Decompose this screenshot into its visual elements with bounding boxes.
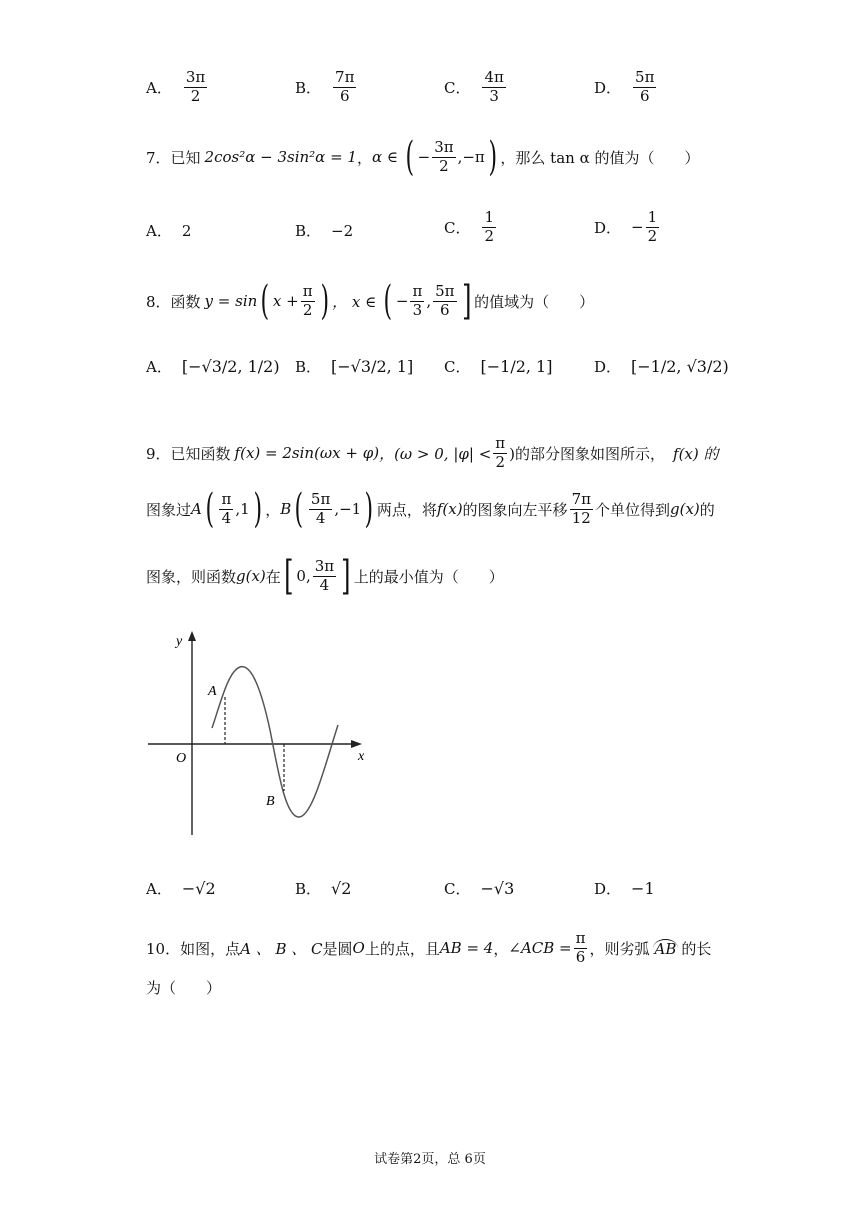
question-10-line-1 (146, 925, 711, 971)
option-label: A． (146, 358, 172, 376)
q9-text: 的 (699, 500, 715, 519)
point-a-name: A (191, 500, 202, 518)
x-axis-label: x (358, 749, 365, 764)
frac-num: π (495, 433, 506, 452)
frac-num: 3π (434, 137, 454, 156)
q8-suffix: 的值域为（ ） (474, 292, 595, 311)
y-axis-arrow (188, 631, 196, 641)
frac-den: 6 (339, 86, 350, 105)
q10-text: 10．如图，点 (146, 939, 241, 958)
q9-option-d (594, 878, 655, 899)
q9-func: f(x) = 2sin(ωx + φ) (234, 444, 380, 462)
y-axis-label: y (176, 634, 183, 649)
interval-start: 0, (296, 567, 311, 585)
frac-den: 2 (495, 452, 505, 471)
circle-name: O (352, 939, 365, 957)
option-value: −√2 (181, 879, 216, 898)
q8-func: y = sin (204, 292, 258, 310)
q9-gx: g(x) (236, 567, 266, 585)
frac-num: π (302, 281, 313, 300)
frac-num: 5π (635, 68, 655, 86)
frac-den: 3 (489, 86, 499, 105)
frac-den: 2 (190, 86, 201, 105)
q6-option-b (295, 70, 358, 105)
point-a-label: A (208, 684, 217, 699)
q9-text: 图象，则函数 (146, 567, 237, 586)
frac-den: 6 (639, 86, 650, 105)
origin-label: O (176, 751, 187, 766)
point-a-tail: ,1 (235, 500, 250, 518)
interval-tail: ,−π (457, 148, 485, 166)
comma: , (426, 292, 432, 310)
question-10-line-2 (146, 975, 221, 999)
option-value: −√3 (480, 879, 515, 898)
question-9-line-2 (146, 486, 715, 532)
option-value: [−1/2, √3/2) (631, 357, 729, 376)
question-7 (146, 134, 699, 180)
q7-option-b (295, 220, 353, 241)
paren-right: ) (320, 278, 329, 324)
q9-option-c (444, 878, 514, 899)
q10-text: 的长 (681, 939, 712, 958)
frac-num: 5π (310, 489, 331, 508)
option-label: A． (146, 78, 172, 97)
frac-den: 6 (575, 947, 586, 966)
sine-graph-figure (140, 625, 380, 845)
q7-comma: ， (356, 148, 372, 167)
q10-text: 为（ ） (146, 978, 222, 997)
option-label: B． (295, 880, 322, 898)
q8-option-c (444, 356, 552, 377)
option-label: D． (594, 218, 622, 237)
bracket-right: ] (461, 278, 471, 324)
q8-arg: x + (272, 292, 299, 310)
frac-num: 7π (335, 68, 355, 86)
q9-prefix: 9．已知函数 (146, 444, 231, 463)
frac-num: π (221, 489, 232, 508)
q9-fx: f(x) (436, 500, 463, 518)
frac-den: 6 (440, 300, 450, 319)
question-8 (146, 278, 594, 324)
q7-option-a (146, 220, 191, 241)
q10-ab-length: AB = 4 (439, 939, 494, 957)
bracket-right: ] (341, 553, 351, 599)
x-axis-arrow (351, 740, 362, 748)
frac-num: 3π (185, 68, 206, 86)
question-9-line-3 (146, 553, 504, 599)
q8-prefix: 8．函数 (146, 292, 201, 311)
frac-den: 2 (302, 300, 313, 319)
q9-text: 在 (265, 567, 281, 586)
q8-option-d (594, 356, 729, 377)
q9-option-b (295, 878, 351, 899)
option-label: C． (444, 78, 471, 97)
q9-text: 个单位得到 (594, 500, 670, 519)
option-value: −1 (631, 879, 655, 898)
option-label: B． (295, 78, 322, 97)
paren-left: ( (383, 278, 393, 324)
q7-option-d (594, 210, 661, 245)
option-value: [−√3/2, 1] (331, 357, 414, 376)
frac-num: 1 (647, 208, 658, 226)
q6-option-c (444, 70, 508, 105)
frac-den: 4 (319, 575, 330, 594)
q8-option-b (295, 356, 413, 377)
option-label: B． (295, 358, 322, 376)
q6-option-a (146, 70, 209, 105)
option-value: [−1/2, 1] (480, 357, 553, 376)
frac-num: 4π (484, 68, 504, 86)
minus: − (417, 148, 431, 166)
q9-condition: ，(ω > 0, |φ| < (379, 444, 492, 463)
q10-text: ， (493, 939, 509, 958)
frac-den: 2 (484, 226, 495, 245)
option-value: √2 (331, 879, 352, 898)
q10-points: A 、 B 、 C (240, 939, 323, 958)
option-label: A． (146, 880, 172, 898)
q9-text: 上的最小值为（ ） (353, 567, 504, 586)
q9-condition-tail: )的部分图象如图所示， (509, 444, 666, 463)
q10-text: ，则劣弧 (589, 939, 650, 958)
option-label: C． (444, 218, 471, 237)
option-label: C． (444, 880, 471, 898)
frac-den: 12 (571, 508, 591, 527)
frac-num: 5π (435, 281, 455, 300)
minus: − (395, 292, 409, 310)
frac-den: 4 (315, 508, 326, 527)
q9-text: 的图象向左平移 (462, 500, 568, 519)
q9-gx: g(x) (669, 500, 700, 518)
minus: − (631, 218, 644, 237)
option-label: D． (594, 78, 622, 97)
q9-line1-tail: f(x) 的 (673, 444, 719, 463)
option-label: D． (594, 880, 622, 898)
option-value: 2 (181, 221, 192, 240)
q6-option-d (594, 70, 658, 105)
q8-option-a (146, 356, 280, 377)
separator: ， (265, 500, 281, 519)
q10-angle: ∠ACB = (508, 939, 572, 957)
question-9-line-1 (146, 430, 719, 476)
q10-text: 是圆 (322, 939, 353, 958)
point-b-name: B (280, 500, 292, 518)
option-value: −2 (331, 221, 354, 240)
point-b-tail: ,−1 (334, 500, 362, 518)
paren-left: ( (405, 134, 415, 180)
option-label: B． (295, 222, 322, 240)
frac-num: 3π (314, 556, 335, 575)
frac-den: 4 (221, 508, 232, 527)
frac-den: 2 (439, 156, 449, 175)
option-value: [−√3/2, 1/2) (181, 357, 280, 376)
paren-right: ) (364, 486, 374, 532)
frac-num: 1 (484, 208, 495, 226)
arc-ab: AB (654, 939, 677, 958)
paren-left: ( (260, 278, 270, 324)
option-label: D． (594, 358, 622, 376)
q7-option-c (444, 210, 498, 245)
option-label: A． (146, 222, 172, 240)
q8-x-in: ， x ∈ (332, 292, 377, 311)
q7-alpha-in: α ∈ (371, 148, 398, 166)
paren-left: ( (294, 486, 304, 532)
page-footer: 试卷第2页，总 6页 (374, 1152, 486, 1167)
paren-right: ) (488, 134, 497, 180)
frac-den: 2 (647, 226, 658, 245)
paren-left: ( (205, 486, 214, 532)
q7-equation: 2cos²α − 3sin²α = 1 (204, 148, 357, 166)
q7-suffix: ，那么 tan α 的值为（ ） (500, 148, 700, 167)
q10-text: 上的点，且 (364, 939, 440, 958)
point-b-label: B (266, 794, 275, 809)
q9-text: 两点，将 (376, 500, 437, 519)
frac-num: 7π (571, 489, 591, 508)
frac-num: π (412, 281, 423, 300)
q9-text: 图象过 (146, 500, 192, 519)
paren-right: ) (253, 486, 262, 532)
frac-den: 3 (412, 300, 423, 319)
q9-option-a (146, 878, 216, 899)
q7-prefix: 7．已知 (146, 148, 201, 167)
sine-curve (212, 667, 338, 817)
frac-num: π (575, 928, 586, 947)
option-label: C． (444, 358, 471, 376)
bracket-left: [ (283, 553, 294, 599)
